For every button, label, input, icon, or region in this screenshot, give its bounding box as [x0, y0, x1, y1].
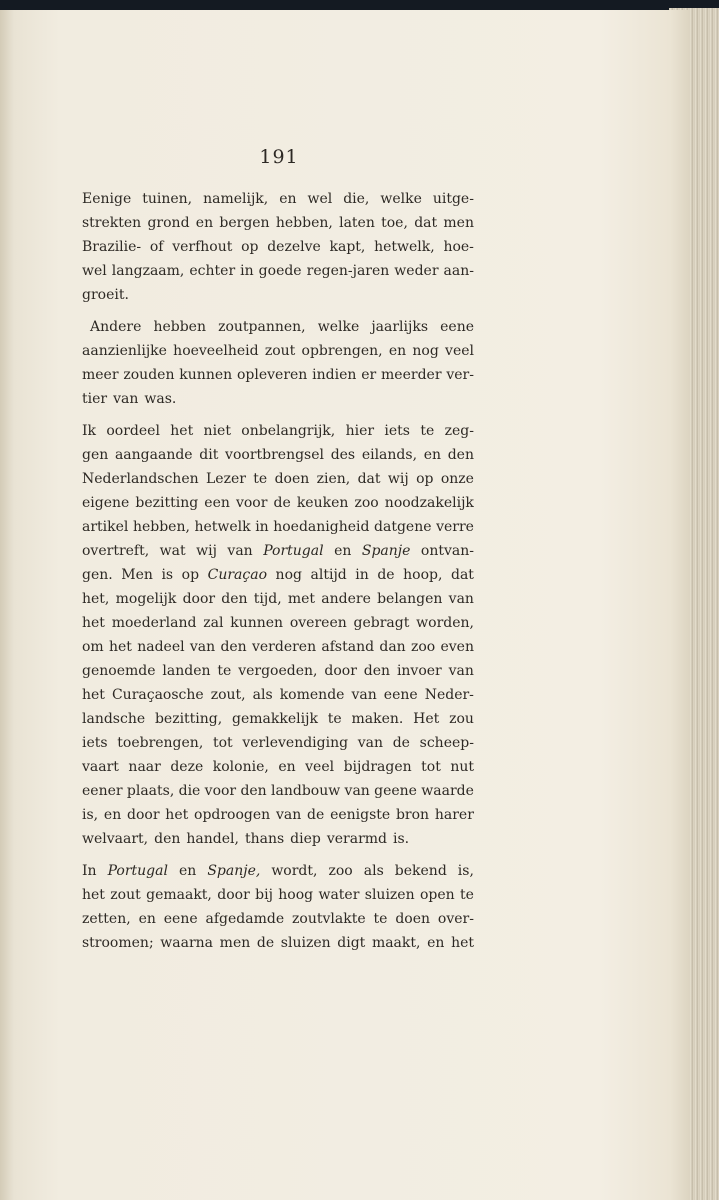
word: diep	[290, 831, 321, 847]
text-line	[82, 235, 474, 259]
word: overtreft,	[82, 543, 150, 559]
word: afstand	[321, 639, 375, 655]
word: Lezer	[205, 471, 246, 487]
word: gemaakt,	[146, 887, 212, 903]
word: kunnen	[179, 367, 233, 383]
word: op	[241, 239, 259, 255]
word: is,	[457, 863, 474, 879]
word: van	[357, 735, 384, 751]
word: uitge-	[432, 191, 474, 207]
word: artikel	[82, 519, 129, 535]
word: digt	[337, 935, 366, 951]
word: men	[443, 215, 474, 231]
word: verlevendiging	[242, 735, 349, 751]
word: eene	[440, 319, 474, 335]
word: iets	[384, 423, 410, 439]
word: genoemde	[82, 663, 156, 679]
word: andere	[321, 591, 371, 607]
word: en	[423, 447, 442, 463]
word: het,	[82, 591, 110, 607]
word: waarde	[421, 783, 474, 799]
word: hier	[345, 423, 375, 439]
word: was.	[144, 391, 177, 407]
paragraph-gap	[82, 851, 474, 859]
text-line	[82, 515, 474, 539]
text-line	[82, 907, 474, 931]
word: zout	[110, 887, 141, 903]
word: echter	[189, 263, 236, 279]
word: zout,	[210, 687, 246, 703]
text-line	[82, 315, 474, 339]
word: scheep-	[419, 735, 474, 751]
word: eene	[383, 687, 418, 703]
text-line	[82, 563, 474, 587]
word: tuinen,	[142, 191, 193, 207]
word: wordt,	[271, 863, 318, 879]
word: den	[447, 447, 474, 463]
word: van	[351, 687, 377, 703]
word: zout	[264, 343, 296, 359]
word: zoutpannen,	[218, 319, 306, 335]
word: meerder	[381, 367, 442, 383]
word: Neder-	[424, 687, 474, 703]
word: altijd	[310, 567, 347, 583]
word: Curaçaosche	[111, 687, 204, 703]
word: van	[344, 783, 370, 799]
word: van	[189, 639, 216, 655]
word: hebben	[153, 319, 206, 335]
word: is.	[393, 831, 410, 847]
word: en	[427, 935, 445, 951]
word: van	[227, 543, 253, 559]
word: landen	[162, 663, 211, 679]
text-line	[82, 339, 474, 363]
word: welke	[317, 319, 360, 335]
word: te	[373, 911, 388, 927]
word: niet	[203, 423, 231, 439]
word: verderen	[251, 639, 317, 655]
paragraph-gap	[82, 411, 474, 419]
word: als	[252, 687, 273, 703]
word: in	[255, 519, 269, 535]
word: door	[182, 591, 216, 607]
word: den	[220, 639, 247, 655]
word: bij	[255, 887, 273, 903]
text-line	[82, 387, 474, 411]
word: keuken	[296, 495, 349, 511]
word: van	[448, 591, 474, 607]
word: hoe-	[443, 239, 474, 255]
word: maken.	[351, 711, 404, 727]
word: zoo	[328, 863, 353, 879]
word: bron	[395, 807, 430, 823]
word: even	[440, 639, 474, 655]
word: goede	[258, 263, 302, 279]
word: het	[109, 639, 132, 655]
word: zouden	[123, 367, 175, 383]
word: het	[82, 615, 105, 631]
word: dat	[450, 567, 474, 583]
text-line	[82, 587, 474, 611]
word: belangen	[377, 591, 443, 607]
text-line	[82, 491, 474, 515]
word: kolonie,	[212, 759, 269, 775]
book-page	[0, 10, 690, 1200]
paragraph	[82, 315, 474, 411]
word: Men	[121, 567, 153, 583]
word: in	[240, 263, 254, 279]
word: mogelijk	[115, 591, 177, 607]
word: wat	[159, 543, 186, 559]
word: open	[419, 887, 455, 903]
word: Brazilie-	[82, 239, 142, 255]
word: bekend	[394, 863, 447, 879]
word: landsche	[82, 711, 146, 727]
word: toe,	[381, 215, 408, 231]
word: Andere	[90, 319, 142, 335]
word: gen	[82, 447, 109, 463]
word: zoo	[354, 495, 379, 511]
word: moederland	[111, 615, 197, 631]
word: bergen	[219, 215, 270, 231]
word: en	[178, 863, 197, 879]
text-line	[82, 539, 474, 563]
word: nadeel	[137, 639, 185, 655]
word: voortbrengsel	[225, 447, 324, 463]
word: gebragt	[353, 615, 410, 631]
italic-word: Spanje	[361, 543, 411, 559]
word: verarmd	[326, 831, 388, 847]
word: en	[195, 215, 214, 231]
word: op	[416, 471, 434, 487]
word: zoo	[410, 639, 436, 655]
word: wij	[196, 543, 217, 559]
word: zeg-	[444, 423, 474, 439]
page-number: 191	[259, 146, 299, 168]
word: In	[82, 863, 97, 879]
italic-word: Curaçao	[207, 567, 267, 583]
word: te	[217, 663, 232, 679]
word: indien	[312, 367, 357, 383]
word: de	[256, 935, 275, 951]
word: afgedamde	[205, 911, 285, 927]
word: het	[451, 935, 474, 951]
word: maakt,	[371, 935, 421, 951]
word: nut	[450, 759, 474, 775]
word: den	[221, 591, 248, 607]
word: te	[420, 423, 435, 439]
word: den	[240, 783, 267, 799]
word: het	[165, 807, 189, 823]
word: hoog	[278, 887, 314, 903]
word: namelijk,	[203, 191, 269, 207]
word: aan-	[443, 263, 474, 279]
word: zou	[449, 711, 474, 727]
word: hetwelk,	[374, 239, 435, 255]
word: plaats,	[126, 783, 175, 799]
word: des	[330, 447, 356, 463]
word: die	[178, 783, 201, 799]
word: Nederlandschen	[82, 471, 199, 487]
word: bezitting,	[154, 711, 223, 727]
text-line	[82, 827, 474, 851]
word: vergoeden,	[238, 663, 318, 679]
word: wel	[307, 191, 333, 207]
word: de	[392, 735, 410, 751]
word: worden,	[416, 615, 474, 631]
word: wel	[82, 263, 107, 279]
word: door	[127, 807, 160, 823]
word: Ik	[82, 423, 97, 439]
word: en	[103, 807, 122, 823]
word: en	[388, 343, 407, 359]
word: als	[363, 863, 384, 879]
scan-background	[0, 0, 719, 10]
word: zien,	[316, 471, 351, 487]
word: voor	[235, 495, 268, 511]
word: Het	[413, 711, 440, 727]
word: dan	[379, 639, 406, 655]
word: om	[82, 639, 104, 655]
paragraph	[82, 419, 474, 851]
word: het	[82, 887, 105, 903]
word: veel	[445, 343, 474, 359]
word: kunnen	[230, 615, 284, 631]
text-line	[82, 283, 474, 307]
word: door	[217, 887, 250, 903]
word: dat	[357, 471, 381, 487]
word: overeen	[289, 615, 347, 631]
word: of	[149, 239, 164, 255]
word: bijdragen	[343, 759, 412, 775]
word: men	[219, 935, 251, 951]
word: zal	[203, 615, 224, 631]
text-line	[82, 259, 474, 283]
word: tot	[212, 735, 233, 751]
italic-word: Spanje,	[207, 863, 261, 879]
word: welvaart,	[82, 831, 149, 847]
word: naar	[128, 759, 161, 775]
word: van	[448, 663, 474, 679]
word: stroomen;	[82, 935, 154, 951]
word: gemakkelijk	[232, 711, 318, 727]
word: voor	[204, 783, 237, 799]
word: ontvan-	[420, 543, 474, 559]
text-line	[82, 363, 474, 387]
word: strekten	[82, 215, 142, 231]
text-line	[82, 883, 474, 907]
word: van	[275, 807, 302, 823]
word: eilands,	[361, 447, 418, 463]
word: grond	[147, 215, 190, 231]
word: den	[363, 663, 391, 679]
word: den	[154, 831, 181, 847]
word: handel,	[186, 831, 239, 847]
word: opbrengen,	[301, 343, 383, 359]
word: deze	[170, 759, 204, 775]
word: aangaande	[114, 447, 193, 463]
word: op	[181, 567, 200, 583]
word: kapt,	[329, 239, 366, 255]
word: hebben,	[132, 519, 190, 535]
word: onbelangrijk,	[241, 423, 336, 439]
word: de	[273, 495, 291, 511]
word: jaarlijks	[371, 319, 429, 335]
word: harer	[434, 807, 474, 823]
word: en	[279, 191, 297, 207]
text-line	[82, 419, 474, 443]
word: komende	[279, 687, 345, 703]
text-line	[82, 755, 474, 779]
word: geene	[374, 783, 417, 799]
text-line	[82, 611, 474, 635]
word: eener	[82, 783, 123, 799]
word: van	[113, 391, 139, 407]
word: ver-	[446, 367, 474, 383]
text-line	[82, 467, 474, 491]
word: veel	[305, 759, 335, 775]
italic-word: Portugal	[263, 543, 324, 559]
word: toebrengen,	[117, 735, 204, 751]
word: hebben,	[275, 215, 333, 231]
word: groeit.	[82, 287, 129, 303]
word: opleveren	[236, 367, 308, 383]
word: bezitting	[135, 495, 199, 511]
text-line	[82, 635, 474, 659]
word: weder	[394, 263, 439, 279]
text-line	[82, 707, 474, 731]
word: opdroogen	[194, 807, 271, 823]
word: te	[253, 471, 268, 487]
word: die,	[343, 191, 370, 207]
word: dezelve	[267, 239, 321, 255]
paragraph	[82, 859, 474, 955]
word: hoeveelheid	[173, 343, 259, 359]
word: de	[377, 567, 395, 583]
text-line	[82, 731, 474, 755]
word: aanzienlijke	[82, 343, 167, 359]
word: invoer	[396, 663, 442, 679]
text-line	[82, 211, 474, 235]
word: landbouw	[271, 783, 341, 799]
word: zoutvlakte	[292, 911, 366, 927]
word: met	[287, 591, 316, 607]
word: het	[170, 423, 194, 439]
word: nog	[275, 567, 302, 583]
paragraph	[82, 187, 474, 307]
word: door	[324, 663, 357, 679]
paragraph-gap	[82, 307, 474, 315]
word: verre	[436, 519, 474, 535]
word: te	[460, 887, 474, 903]
word: regen-jaren	[306, 263, 390, 279]
word: dat	[414, 215, 438, 231]
text-line	[82, 779, 474, 803]
word: oordeel	[106, 423, 160, 439]
word: doen	[274, 471, 310, 487]
word: hoop,	[403, 567, 443, 583]
text-line	[82, 803, 474, 827]
word: en	[278, 759, 296, 775]
text-line	[82, 659, 474, 683]
text-line	[82, 443, 474, 467]
word: en	[334, 543, 352, 559]
word: tier	[82, 391, 108, 407]
word: eigene	[82, 495, 130, 511]
word: wij	[387, 471, 409, 487]
word: gen.	[82, 567, 113, 583]
text-line	[82, 859, 474, 883]
word: tot	[421, 759, 441, 775]
word: water	[318, 887, 360, 903]
word: tijd,	[253, 591, 282, 607]
word: is	[161, 567, 174, 583]
word: doen	[395, 911, 431, 927]
word: in	[355, 567, 369, 583]
word: onze	[440, 471, 474, 487]
italic-word: Portugal	[107, 863, 168, 879]
word: eene	[163, 911, 198, 927]
word: welke	[380, 191, 422, 207]
word: sluizen	[364, 887, 415, 903]
body-text	[82, 187, 474, 955]
word: over-	[437, 911, 474, 927]
word: meer	[82, 367, 119, 383]
word: noodzakelijk	[384, 495, 474, 511]
word: verfhout	[172, 239, 233, 255]
word: zetten,	[82, 911, 131, 927]
word: hetwelk	[194, 519, 251, 535]
word: te	[327, 711, 342, 727]
word: het	[82, 687, 105, 703]
word: waarna	[160, 935, 214, 951]
word: en	[138, 911, 156, 927]
word: er	[361, 367, 377, 383]
word: nog	[412, 343, 439, 359]
word: eenigste	[330, 807, 391, 823]
text-line	[82, 931, 474, 955]
word: hoedanigheid	[273, 519, 370, 535]
word: een	[204, 495, 230, 511]
word: thans	[244, 831, 285, 847]
text-line	[82, 683, 474, 707]
word: sluizen	[280, 935, 331, 951]
text-line	[82, 187, 474, 211]
word: de	[307, 807, 325, 823]
word: laten	[339, 215, 375, 231]
word: is,	[82, 807, 99, 823]
word: vaart	[82, 759, 119, 775]
word: iets	[82, 735, 108, 751]
word: datgene	[374, 519, 432, 535]
word: Eenige	[82, 191, 132, 207]
word: dit	[199, 447, 219, 463]
word: langzaam,	[111, 263, 185, 279]
